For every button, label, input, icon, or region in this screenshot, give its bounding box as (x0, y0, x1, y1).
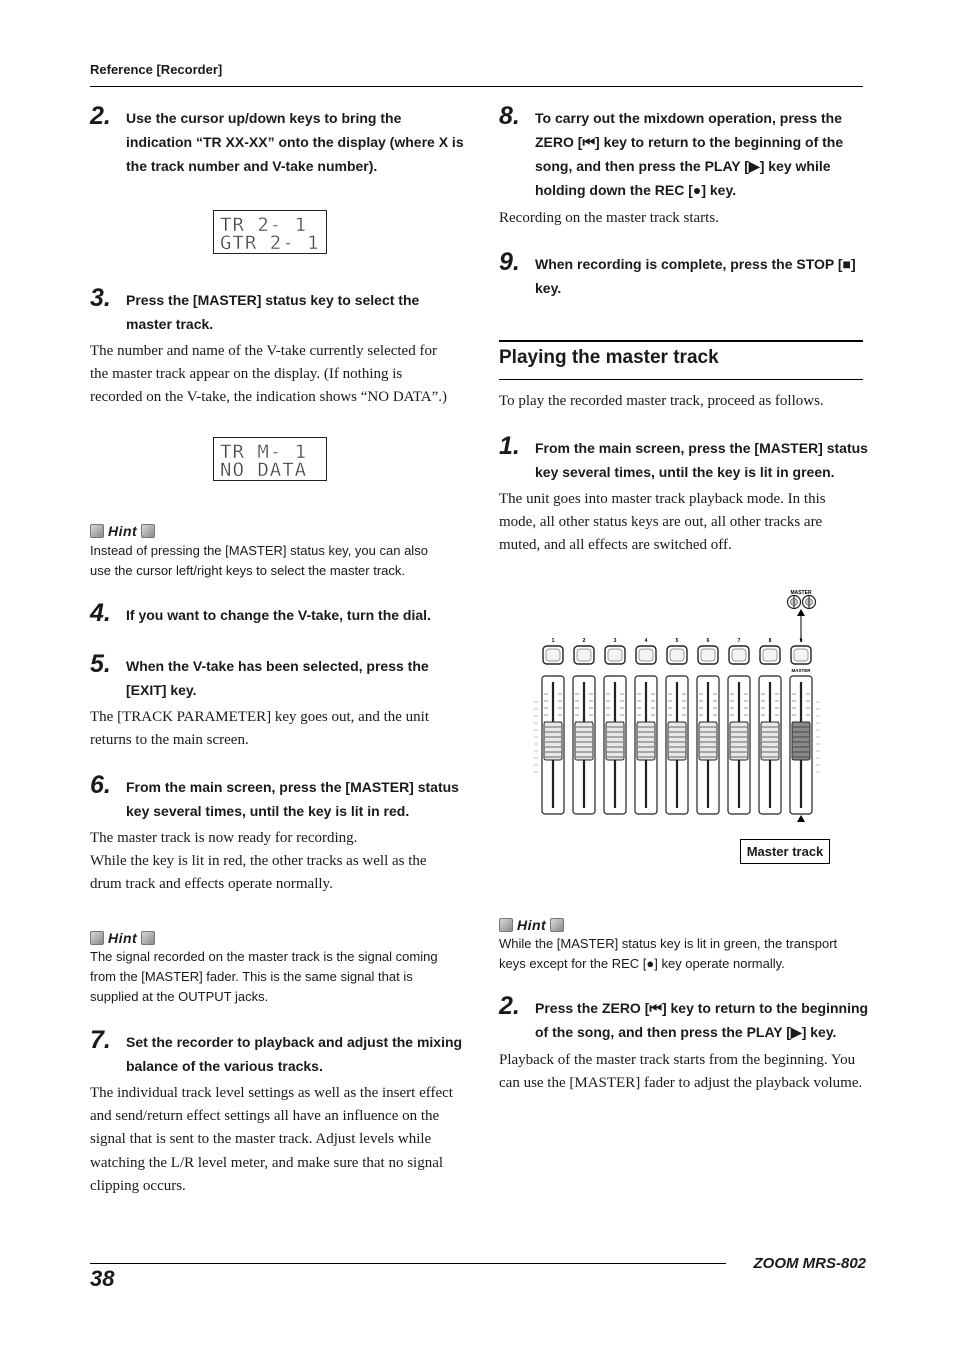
status-key-number: 1 (551, 638, 555, 644)
step-6-number: 6. (90, 771, 111, 799)
step-8-line: To carry out the mixdown operation, press the (535, 110, 843, 126)
hint-line: use the cursor left/right keys to select the master track. (90, 563, 406, 578)
step-8-body (499, 207, 719, 230)
step-6-line: key several times, until the key is lit in red. (126, 803, 410, 819)
fader-knob (668, 722, 686, 760)
step-3-line: master track. (126, 316, 214, 332)
mixer-figure (520, 582, 840, 822)
step-7-line: balance of the various tracks. (126, 1058, 323, 1074)
step-8-line: ZERO [⏮] key to return to the beginning of the (535, 134, 844, 150)
section-rule-top (499, 340, 863, 342)
step-6-body (90, 827, 427, 897)
hint-line: keys except for the REC [●] key operate normally. (499, 956, 785, 971)
hint-heading-3 (499, 917, 564, 933)
body-line: Recording on the master track starts. (499, 210, 719, 226)
footer-model: ZOOM MRS-802 (753, 1255, 866, 1272)
section-title: Playing the master track (499, 347, 719, 368)
body-line: mode, all other status keys are out, all other tracks are (499, 514, 823, 531)
lcd-display-master (213, 437, 327, 481)
step-7-body (90, 1082, 453, 1198)
play-step-2-body (499, 1049, 862, 1095)
step-6-line: From the main screen, press the [MASTER] status (126, 779, 459, 795)
status-key-face (639, 649, 653, 661)
hint-line: While the [MASTER] status key is lit in green, the transport (499, 936, 838, 951)
step-9-line: key. (535, 280, 562, 296)
step-4-number: 4. (90, 599, 111, 627)
hint-square-icon (90, 524, 104, 538)
hint-square-icon (499, 918, 513, 932)
lcd-line-2: GTR 2- 1 (220, 232, 320, 254)
body-line: To play the recorded master track, proceed as follows. (499, 393, 824, 409)
fader-knob (606, 722, 624, 760)
status-key-number: 2 (582, 638, 586, 644)
step-8-number: 8. (499, 102, 520, 130)
step-4-text (126, 603, 431, 627)
hint-label: Hint (108, 930, 138, 946)
step-8-line: song, and then press the PLAY [▶] key while (535, 158, 831, 174)
fader-knob (637, 722, 655, 760)
status-key-face (670, 649, 684, 661)
body-line: drum track and effects operate normally. (90, 876, 333, 893)
status-key-number: 3 (613, 638, 617, 644)
step-7-line: Set the recorder to playback and adjust the mixing (126, 1034, 463, 1050)
hint-square-icon (141, 931, 155, 945)
status-key-number: 4 (644, 638, 648, 644)
footer-rule (90, 1263, 726, 1264)
step-2-text (126, 106, 464, 178)
play-step-2-number: 2. (499, 992, 520, 1020)
hint-line: Instead of pressing the [MASTER] status key, you can also (90, 543, 428, 558)
step-5-body (90, 706, 429, 752)
status-key-face (701, 649, 715, 661)
play-step-1-line: key several times, until the key is lit in green. (535, 464, 835, 480)
section-intro (499, 390, 824, 413)
fader-knob (730, 722, 748, 760)
page-number: 38 (90, 1266, 115, 1291)
lcd-line-1: TR 2- 1 (220, 214, 308, 236)
lcd-display-track (213, 210, 327, 254)
body-line: recorded on the V-take, the indication shows “NO DATA”.) (90, 389, 448, 406)
body-line: The unit goes into master track playback mode. In this (499, 491, 826, 507)
hint-heading-1 (90, 523, 155, 539)
play-step-1-line: From the main screen, press the [MASTER] status (535, 440, 868, 456)
fader-knob (544, 722, 562, 760)
section-rule-bottom (499, 379, 863, 380)
hint-heading-2 (90, 930, 155, 946)
hint-line: The signal recorded on the master track is the signal coming (90, 949, 438, 964)
status-key-face (608, 649, 622, 661)
step-9-number: 9. (499, 248, 520, 276)
body-line: signal that is sent to the master track. Adjust levels while (90, 1131, 432, 1148)
body-line: The number and name of the V-take currently selected for (90, 343, 437, 359)
status-key-face (577, 649, 591, 661)
step-3-text (126, 288, 419, 336)
running-header: Reference [Recorder] (90, 62, 223, 77)
arrow-up-icon (797, 609, 805, 616)
hint-square-icon (141, 524, 155, 538)
body-line: can use the [MASTER] fader to adjust the playback volume. (499, 1075, 863, 1092)
status-key-number: 7 (737, 638, 741, 644)
play-step-1-text (535, 436, 868, 484)
step-8-text (535, 106, 843, 202)
master-sub-label: MASTER (791, 668, 811, 673)
fader-knob (699, 722, 717, 760)
status-key-face (732, 649, 746, 661)
lcd-line-1: TR M- 1 (220, 441, 308, 463)
master-top-label: MASTER (790, 590, 812, 596)
step-3-number: 3. (90, 284, 111, 312)
body-line: and send/return effect settings all have an influence on the (90, 1108, 440, 1125)
body-line: The master track is now ready for recording. (90, 830, 358, 846)
step-7-number: 7. (90, 1026, 111, 1054)
lcd-line-2: NO DATA (220, 459, 308, 481)
status-key-face (794, 649, 808, 661)
fader-knob (792, 722, 810, 760)
step-5-line: [EXIT] key. (126, 682, 197, 698)
hint-3-body (499, 934, 837, 974)
step-7-text (126, 1030, 462, 1078)
body-line: returns to the main screen. (90, 732, 249, 749)
hint-1-body (90, 541, 428, 581)
play-step-1-body (499, 488, 826, 558)
master-track-callout: Master track (740, 839, 830, 864)
header-rule (90, 86, 863, 87)
step-3-body (90, 340, 447, 410)
step-2-line: the track number and V-take number). (126, 158, 378, 174)
play-step-2-line: Press the ZERO [⏮] key to return to the beginning (535, 1000, 869, 1016)
step-2-line: Use the cursor up/down keys to bring the (126, 110, 402, 126)
step-5-line: When the V-take has been selected, press the (126, 658, 429, 674)
step-2-number: 2. (90, 102, 111, 130)
body-line: clipping occurs. (90, 1177, 186, 1194)
status-key-number: 9 (799, 638, 803, 644)
status-key-face (763, 649, 777, 661)
fader-knob (575, 722, 593, 760)
body-line: the master track appear on the display. (If nothing is (90, 366, 403, 383)
play-step-2-line: of the song, and then press the PLAY [▶] key. (535, 1024, 837, 1040)
body-line: Playback of the master track starts from the beginning. You (499, 1052, 856, 1068)
step-6-text (126, 775, 459, 823)
body-line: The individual track level settings as well as the insert effect (90, 1085, 453, 1101)
step-4-line: If you want to change the V-take, turn the dial. (126, 607, 431, 623)
step-2-line: indication “TR XX-XX” onto the display (where X is (126, 134, 464, 150)
play-step-1-number: 1. (499, 432, 520, 460)
hint-2-body (90, 947, 438, 1007)
step-8-line: holding down the REC [●] key. (535, 182, 737, 198)
hint-square-icon (90, 931, 104, 945)
play-step-2-text (535, 996, 868, 1044)
status-key-number: 6 (706, 638, 710, 644)
status-key-face (546, 649, 560, 661)
step-5-text (126, 654, 429, 702)
body-line: The [TRACK PARAMETER] key goes out, and the unit (90, 709, 430, 725)
hint-label: Hint (108, 523, 138, 539)
status-key-number: 8 (768, 638, 772, 644)
body-line: While the key is lit in red, the other tracks as well as the (90, 853, 427, 870)
status-key-number: 5 (675, 638, 679, 644)
hint-line: from the [MASTER] fader. This is the same signal that is (90, 969, 413, 984)
step-9-line: When recording is complete, press the STOP [■] (535, 256, 856, 272)
step-5-number: 5. (90, 650, 111, 678)
arrow-up-icon (797, 815, 805, 822)
fader-knob (761, 722, 779, 760)
hint-square-icon (550, 918, 564, 932)
hint-label: Hint (517, 917, 547, 933)
step-3-line: Press the [MASTER] status key to select the (126, 292, 420, 308)
body-line: muted, and all effects are switched off. (499, 537, 732, 554)
body-line: watching the L/R level meter, and make sure that no signal (90, 1154, 444, 1171)
hint-line: supplied at the OUTPUT jacks. (90, 989, 269, 1004)
step-9-text (535, 252, 856, 300)
